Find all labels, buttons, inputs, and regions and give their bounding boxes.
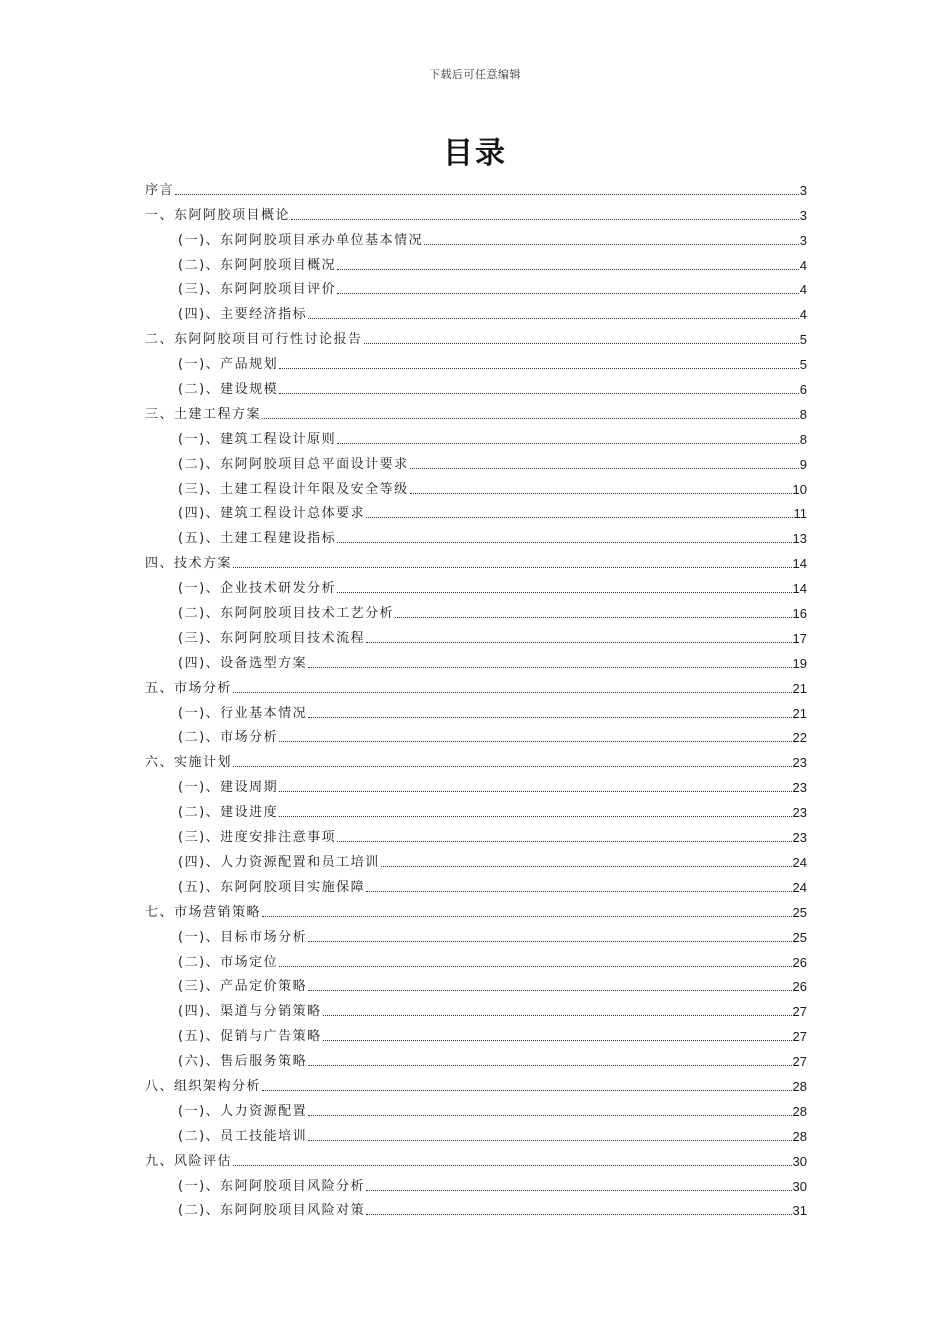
toc-section-entry[interactable] (145, 298, 807, 323)
toc-page-number: 24 (792, 854, 807, 870)
toc-section-entry[interactable] (145, 348, 807, 373)
toc-page-number: 5 (799, 332, 807, 348)
toc-dot-leader (279, 815, 791, 817)
toc-page-number: 28 (792, 1078, 807, 1094)
toc-page-number: 16 (792, 606, 807, 622)
toc-page-number: 25 (792, 904, 807, 920)
toc-dot-leader (424, 243, 799, 245)
toc-dot-leader (381, 865, 792, 867)
toc-entry-label: 九、风险评估 (145, 1153, 233, 1169)
toc-chapter-entry[interactable] (145, 1070, 807, 1095)
toc-section-entry[interactable] (145, 871, 807, 896)
toc-entry-label: 三、土建工程方案 (145, 406, 262, 422)
toc-entry-label: (四)、主要经济指标 (178, 307, 308, 323)
toc-entry-label: (二)、建设规模 (178, 382, 279, 398)
toc-section-entry[interactable] (145, 846, 807, 871)
toc-dot-leader (308, 716, 791, 718)
toc-page-number: 28 (792, 1128, 807, 1144)
toc-entry-label: 七、市场营销策略 (145, 904, 262, 920)
toc-dot-leader (308, 989, 791, 991)
toc-dot-leader (233, 1164, 792, 1166)
toc-section-entry[interactable] (145, 1170, 807, 1195)
toc-page-number: 4 (799, 282, 807, 298)
toc-dot-leader (262, 915, 792, 917)
toc-section-entry[interactable] (145, 274, 807, 299)
toc-dot-leader (366, 890, 791, 892)
toc-entry-label: (二)、市场分析 (178, 730, 279, 746)
toc-chapter-entry[interactable] (145, 896, 807, 921)
toc-dot-leader (233, 691, 792, 693)
toc-section-entry[interactable] (145, 224, 807, 249)
toc-section-entry[interactable] (145, 622, 807, 647)
toc-page-number: 4 (799, 257, 807, 273)
toc-entry-label: (一)、人力资源配置 (178, 1103, 308, 1119)
toc-entry-label: 二、东阿阿胶项目可行性讨论报告 (145, 332, 363, 348)
toc-page-number: 8 (799, 406, 807, 422)
toc-dot-leader (337, 591, 791, 593)
toc-dot-leader (366, 1189, 791, 1191)
toc-entry-label: (三)、产品定价策略 (178, 979, 308, 995)
toc-entry-label: 八、组织架构分析 (145, 1078, 262, 1094)
toc-dot-leader (364, 342, 799, 344)
toc-dot-leader (279, 790, 791, 792)
toc-entry-label: (一)、东阿阿胶项目风险分析 (178, 1178, 366, 1194)
toc-chapter-entry[interactable] (145, 174, 807, 199)
toc-dot-leader (323, 1014, 792, 1016)
toc-page-number: 25 (792, 929, 807, 945)
toc-section-entry[interactable] (145, 1195, 807, 1220)
toc-chapter-entry[interactable] (145, 199, 807, 224)
toc-dot-leader (395, 616, 791, 618)
toc-entry-label: (二)、市场定位 (178, 954, 279, 970)
toc-entry-label: (四)、人力资源配置和员工培训 (178, 854, 380, 870)
toc-entry-label: (一)、建筑工程设计原则 (178, 431, 337, 447)
toc-dot-leader (279, 367, 799, 369)
toc-dot-leader (337, 541, 791, 543)
toc-chapter-entry[interactable] (145, 672, 807, 697)
toc-section-entry[interactable] (145, 946, 807, 971)
toc-page-number: 19 (792, 655, 807, 671)
toc-dot-leader (323, 1039, 792, 1041)
toc-entry-label: (二)、东阿阿胶项目总平面设计要求 (178, 456, 409, 472)
toc-section-entry[interactable] (145, 1095, 807, 1120)
toc-section-entry[interactable] (145, 771, 807, 796)
toc-dot-leader (337, 292, 799, 294)
toc-dot-leader (308, 1139, 791, 1141)
toc-page-number: 21 (792, 680, 807, 696)
toc-page-number: 3 (799, 182, 807, 198)
toc-entry-label: (一)、企业技术研发分析 (178, 581, 337, 597)
toc-entry-label: (五)、东阿阿胶项目实施保障 (178, 879, 366, 895)
toc-page-number: 23 (792, 805, 807, 821)
toc-dot-leader (279, 740, 791, 742)
header-note: 下载后可任意编辑 (429, 68, 521, 81)
toc-entry-label: (一)、行业基本情况 (178, 705, 308, 721)
toc-entry-label: (二)、员工技能培训 (178, 1128, 308, 1144)
toc-section-entry[interactable] (145, 448, 807, 473)
toc-chapter-entry[interactable] (145, 1145, 807, 1170)
toc-page-number: 10 (792, 481, 807, 497)
toc-dot-leader (308, 1114, 791, 1116)
toc-page-number: 8 (799, 431, 807, 447)
toc-section-entry[interactable] (145, 995, 807, 1020)
toc-dot-leader (279, 965, 791, 967)
toc-dot-leader (366, 516, 792, 518)
toc-entry-label: (四)、建筑工程设计总体要求 (178, 506, 366, 522)
toc-dot-leader (308, 940, 791, 942)
toc-page-number: 26 (792, 979, 807, 995)
toc-entry-label: 四、技术方案 (145, 556, 233, 572)
toc-entry-label: (三)、土建工程设计年限及安全等级 (178, 481, 409, 497)
toc-section-entry[interactable] (145, 572, 807, 597)
toc-page-number: 17 (792, 630, 807, 646)
toc-entry-label: 一、东阿阿胶项目概论 (145, 207, 291, 223)
toc-chapter-entry[interactable] (145, 547, 807, 572)
toc-section-entry[interactable] (145, 971, 807, 996)
toc-dot-leader (337, 840, 791, 842)
toc-entry-label: 五、市场分析 (145, 680, 233, 696)
toc-page-number: 22 (792, 730, 807, 746)
toc-chapter-entry[interactable] (145, 323, 807, 348)
toc-section-entry[interactable] (145, 597, 807, 622)
toc-dot-leader (233, 566, 792, 568)
toc-section-entry[interactable] (145, 1120, 807, 1145)
toc-entry-label: (二)、东阿阿胶项目概况 (178, 257, 337, 273)
toc-page-number: 23 (792, 780, 807, 796)
toc-page-number: 9 (799, 456, 807, 472)
toc-dot-leader (337, 268, 799, 270)
toc-entry-label: (一)、产品规划 (178, 357, 279, 373)
toc-page-number: 31 (792, 1203, 807, 1219)
toc-page-number: 30 (792, 1178, 807, 1194)
toc-page-number: 21 (792, 705, 807, 721)
toc-entry-label: (二)、东阿阿胶项目技术工艺分析 (178, 606, 395, 622)
toc-dot-leader (175, 193, 799, 195)
toc-entry-label: (五)、促销与广告策略 (178, 1029, 322, 1045)
toc-entry-label: (一)、东阿阿胶项目承办单位基本情况 (178, 232, 424, 248)
toc-page-number: 14 (792, 581, 807, 597)
toc-entry-label: (四)、设备选型方案 (178, 655, 308, 671)
toc-section-entry[interactable] (145, 796, 807, 821)
toc-dot-leader (308, 317, 799, 319)
toc-entry-label: (三)、东阿阿胶项目评价 (178, 282, 337, 298)
toc-page-number: 4 (799, 307, 807, 323)
toc-page-number: 3 (799, 207, 807, 223)
toc-page-number: 27 (792, 1054, 807, 1070)
toc-dot-leader (279, 392, 799, 394)
toc-page-number: 3 (799, 232, 807, 248)
toc-chapter-entry[interactable] (145, 746, 807, 771)
toc-page-number: 27 (792, 1004, 807, 1020)
toc-dot-leader (308, 666, 791, 668)
toc-entry-label: (二)、建设进度 (178, 805, 279, 821)
table-of-contents (145, 174, 807, 1219)
toc-dot-leader (291, 218, 799, 220)
toc-section-entry[interactable] (145, 522, 807, 547)
toc-dot-leader (262, 1089, 792, 1091)
toc-section-entry[interactable] (145, 821, 807, 846)
toc-page-number: 11 (793, 506, 807, 522)
toc-dot-leader (308, 1064, 791, 1066)
toc-entry-label: (三)、东阿阿胶项目技术流程 (178, 630, 366, 646)
toc-dot-leader (410, 492, 792, 494)
toc-dot-leader (337, 442, 799, 444)
toc-page-number: 6 (799, 382, 807, 398)
toc-page-number: 5 (799, 357, 807, 373)
toc-page-number: 26 (792, 954, 807, 970)
toc-chapter-entry[interactable] (145, 398, 807, 423)
toc-page-number: 23 (792, 830, 807, 846)
toc-dot-leader (366, 1213, 791, 1215)
toc-page-number: 13 (792, 531, 807, 547)
toc-dot-leader (233, 765, 792, 767)
toc-section-entry[interactable] (145, 697, 807, 722)
toc-page-number: 30 (792, 1153, 807, 1169)
toc-section-entry[interactable] (145, 647, 807, 672)
toc-section-entry[interactable] (145, 473, 807, 498)
toc-section-entry[interactable] (145, 1045, 807, 1070)
toc-section-entry[interactable] (145, 423, 807, 448)
toc-entry-label: 六、实施计划 (145, 755, 233, 771)
toc-page-number: 27 (792, 1029, 807, 1045)
toc-page-number: 28 (792, 1103, 807, 1119)
toc-entry-label: (二)、东阿阿胶项目风险对策 (178, 1203, 366, 1219)
toc-section-entry[interactable] (145, 498, 807, 523)
toc-page-number: 14 (792, 556, 807, 572)
toc-entry-label: (三)、进度安排注意事项 (178, 830, 337, 846)
toc-entry-label: (一)、目标市场分析 (178, 929, 308, 945)
toc-section-entry[interactable] (145, 722, 807, 747)
toc-section-entry[interactable] (145, 249, 807, 274)
toc-title: 目录 (443, 136, 507, 171)
toc-page-number: 24 (792, 879, 807, 895)
toc-section-entry[interactable] (145, 373, 807, 398)
toc-section-entry[interactable] (145, 1020, 807, 1045)
toc-entry-label: (六)、售后服务策略 (178, 1054, 308, 1070)
toc-dot-leader (262, 417, 799, 419)
toc-dot-leader (366, 641, 791, 643)
toc-page-number: 23 (792, 755, 807, 771)
toc-entry-label: (五)、土建工程建设指标 (178, 531, 337, 547)
toc-entry-label: (四)、渠道与分销策略 (178, 1004, 322, 1020)
toc-dot-leader (410, 467, 799, 469)
toc-section-entry[interactable] (145, 921, 807, 946)
toc-entry-label: 序言 (145, 182, 175, 198)
toc-entry-label: (一)、建设周期 (178, 780, 279, 796)
